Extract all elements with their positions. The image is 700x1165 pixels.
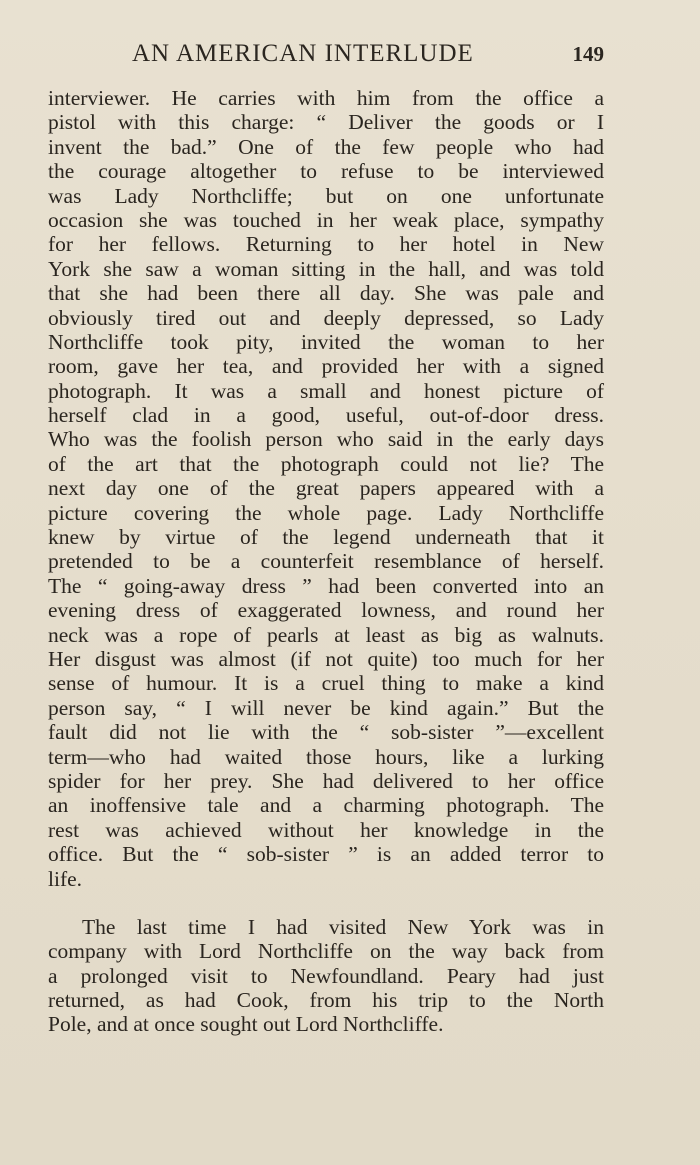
text-line: fault did not lie with the “ sob-sister ”—excellent: [48, 720, 604, 745]
text-line: knew by virtue of the legend underneath that it: [48, 525, 604, 550]
page-header: [48, 40, 604, 72]
text-line: The “ going-away dress ” had been converted into an: [48, 573, 604, 598]
text-line: rest was achieved without her knowledge in the: [48, 817, 604, 842]
text-line: evening dress of exaggerated lowness, and round her: [48, 598, 604, 623]
text-line: Pole, and at once sought out Lord Northcliffe.: [48, 1012, 444, 1037]
text-line: pretended to be a counterfeit resemblance of herself.: [48, 549, 604, 574]
text-line: herself clad in a good, useful, out-of-door dress.: [48, 403, 604, 428]
text-line: obviously tired out and deeply depressed, so Lady: [48, 305, 604, 330]
text-line: person say, “ I will never be kind again.” But the: [48, 695, 604, 720]
text-line: interviewer. He carries with him from the office a: [48, 86, 604, 110]
text-line: occasion she was touched in her weak place, sympathy: [48, 207, 604, 232]
text-line: an inoffensive tale and a charming photograph. The: [48, 793, 604, 818]
text-line: the courage altogether to refuse to be interviewed: [48, 159, 604, 184]
text-line: that she had been there all day. She was pale and: [48, 281, 604, 306]
text-line: spider for her prey. She had delivered to her office: [48, 768, 604, 793]
text-line: term—who had waited those hours, like a lurking: [48, 744, 604, 769]
text-line: next day one of the great papers appeared with a: [48, 476, 604, 501]
text-line: picture covering the whole page. Lady Northcliffe: [48, 500, 604, 525]
text-line: room, gave her tea, and provided her with a signed: [48, 354, 604, 379]
paragraph-gap: [48, 891, 604, 915]
text-line: pistol with this charge: “ Deliver the goods or I: [48, 110, 604, 135]
text-line: company with Lord Northcliffe on the way back from: [48, 939, 604, 964]
body-text: [48, 86, 604, 1037]
text-line: office. But the “ sob-sister ” is an added terror to: [48, 842, 604, 867]
running-head: AN AMERICAN INTERLUDE: [132, 40, 474, 67]
text-line: neck was a rope of pearls at least as big as walnuts.: [48, 622, 604, 647]
text-line: a prolonged visit to Newfoundland. Peary had just: [48, 963, 604, 988]
text-line: life.: [48, 866, 83, 891]
text-line: Northcliffe took pity, invited the woman to her: [48, 329, 604, 354]
paragraph-1: [48, 86, 604, 891]
paragraph-2: [48, 915, 604, 1037]
text-line: was Lady Northcliffe; but on one unfortunate: [48, 183, 604, 208]
text-line: York she saw a woman sitting in the hall, and was told: [48, 256, 604, 281]
text-line: for her fellows. Returning to her hotel in New: [48, 232, 604, 257]
text-line: photograph. It was a small and honest picture of: [48, 378, 604, 403]
text-line: Her disgust was almost (if not quite) too much for her: [48, 646, 604, 671]
text-line: of the art that the photograph could not lie? The: [48, 451, 604, 476]
text-line: sense of humour. It is a cruel thing to make a kind: [48, 671, 604, 696]
text-line: invent the bad.” One of the few people who had: [48, 134, 604, 159]
text-line: The last time I had visited New York was in: [82, 914, 604, 939]
text-line: Who was the foolish person who said in the early days: [48, 427, 604, 452]
page-number: 149: [572, 42, 604, 66]
text-line: returned, as had Cook, from his trip to the North: [48, 988, 604, 1013]
